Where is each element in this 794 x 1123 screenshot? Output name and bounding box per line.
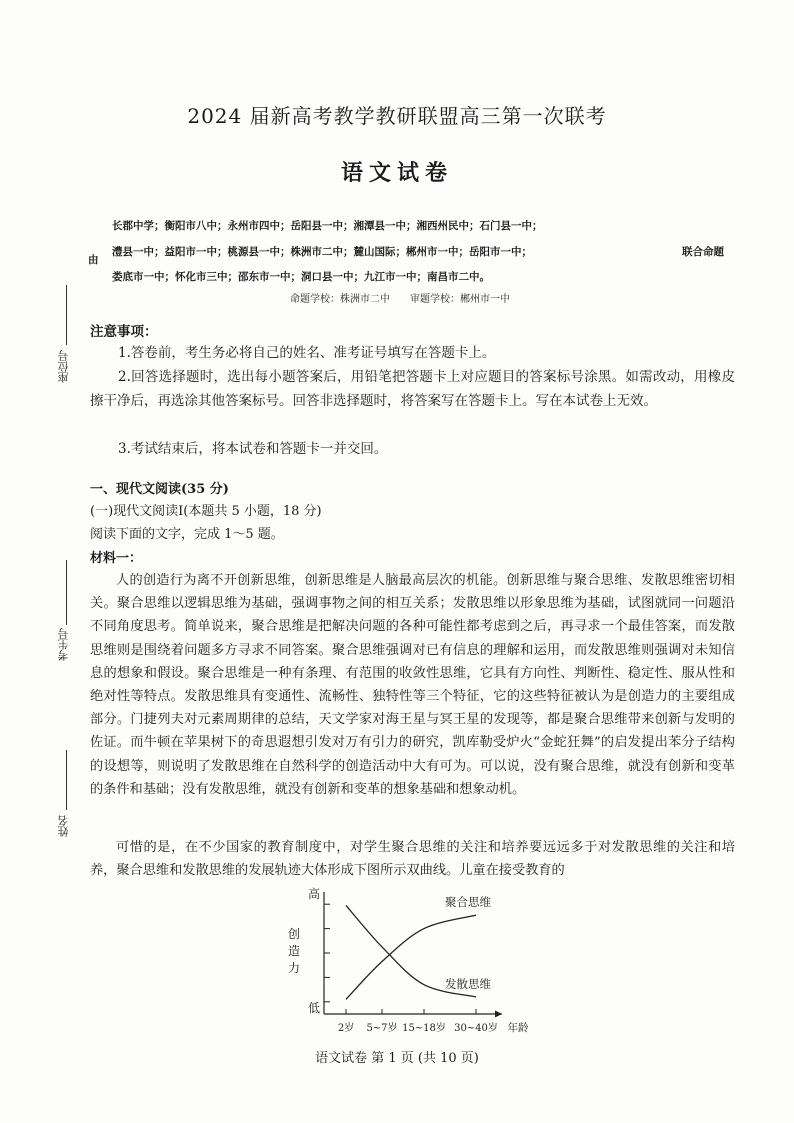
page-footer: 语文试卷 第 1 页 (共 10 页) xyxy=(315,1051,479,1066)
exam-no-line xyxy=(66,560,67,625)
x-tick-label: 30~40岁 xyxy=(454,1023,498,1034)
notes-item-1: 1.答卷前，考生务必将自己的姓名、准考证号填写在答题卡上。 xyxy=(118,345,496,361)
exam-no-label: 考生号 xyxy=(57,628,70,661)
thinking-curve-chart xyxy=(280,880,560,1040)
y-axis-label-char: 造 xyxy=(287,944,301,958)
y-axis-label-char: 力 xyxy=(287,961,301,975)
name-label: 姓名 xyxy=(57,815,70,837)
name-line xyxy=(66,750,67,810)
section-heading: 一、现代文阅读(35 分) xyxy=(90,482,229,497)
y-top-label: 高 xyxy=(307,887,321,901)
seat-line xyxy=(66,285,67,345)
material-label: 材料一： xyxy=(90,551,143,566)
series-label-2: 发散思维 xyxy=(445,977,491,991)
notes-heading: 注意事项： xyxy=(90,324,158,340)
y-bottom-label: 低 xyxy=(307,1001,321,1015)
paragraph-2: 可惜的是，在不少国家的教育制度中，对学生聚合思维的关注和培养要远远多于对发散思维的关注和培养，聚合思维和发散思维的发展轨迹大体形成下图所示双曲线。儿童在接受教育的 xyxy=(90,840,735,879)
schools-line-4: 命题学校：株洲市二中 审题学校：郴州市一中 xyxy=(290,294,510,305)
seat-label: 座位号 xyxy=(57,350,70,383)
schools-line-3: 娄底市一中；怀化市三中；邵东市一中；洞口县一中；九江市一中；南昌市二中。 xyxy=(112,271,490,283)
notes-item-2: 2.回答选择题时，选出每小题答案后，用铅笔把答题卡上对应题目的答案标号涂黑。如需改动，用橡皮擦干净后，再选涂其他答案标号。回答非选择题时，将答案写在答题卡上。写在本试卷上无效。 xyxy=(90,369,735,409)
paragraph-1: 人的创造行为离不开创新思维，创新思维是人脑最高层次的机能。创新思维与聚合思维、发散思维密切相关。聚合思维以逻辑思维为基础，强调事物之间的相互关系；发散思维以形象思维为基础，试图就同一问题沿不同角度思考。简单说来，聚合思维是把解决问题的各种可能性都考虑到之后，再寻求一个最佳答案，而发散思维则是围绕着问题多方寻求不同答案。聚合思维强调对已有信息的理解和运用，而发散思维则强调对未知信息的想象和假设。聚合思维是一种有条理、有范围的收敛性思维，它具有方向性、判断性、稳定性、服从性和绝对性等特点。发散思维具有变通性、流畅性、独特性等三个特征，它的这些特征被认为是创造力的主要组成部分。门捷列夫对元素周期律的总结，天文学家对海王星与冥王星的发现等，都是聚合思维带来创新与发明的佐证。而牛顿在苹果树下的奇思遐想引发对万有引力的研究，凯库勒受炉火“金蛇狂舞”的启发提出苯分子结构的设想等，则说明了发散思维在自然科学的创造活动中大有可为。可以说，没有聚合思维，就没有创新和变革的条件和基础；没有发散思维，就没有创新和变革的想象基础和想象动机。 xyxy=(90,573,735,797)
schools-joint-label: 联合命题 xyxy=(682,246,724,258)
exam-title: 2024 届新高考教学教研联盟高三第一次联考 xyxy=(187,104,607,128)
schools-line-2: 澧县一中；益阳市一中；桃源县一中；株洲市二中；麓山国际；郴州市一中；岳阳市一中； xyxy=(112,246,532,258)
schools-line-1: 长郡中学；衡阳市八中；永州市四中；岳阳县一中；湘潭县一中；湘西州民中；石门县一中； xyxy=(112,220,543,232)
series-label-1: 聚合思维 xyxy=(445,895,491,909)
section-sub: (一)现代文阅读Ⅰ(本题共 5 小题，18 分) xyxy=(90,504,322,519)
y-axis-label-char: 创 xyxy=(287,927,301,941)
exam-subtitle: 语文试卷 xyxy=(340,160,453,186)
section-instruction: 阅读下面的文字，完成 1～5 题。 xyxy=(90,527,284,542)
schools-you-label: 由 xyxy=(88,254,99,266)
notes-item-3: 3.考试结束后，将本试卷和答题卡一并交回。 xyxy=(118,441,388,457)
x-tick-label: 5~7岁 xyxy=(366,1023,398,1034)
x-tick-label: 15~18岁 xyxy=(402,1023,446,1034)
x-tick-label: 2岁 xyxy=(337,1023,355,1034)
x-axis-label: 年龄 xyxy=(507,1022,529,1034)
